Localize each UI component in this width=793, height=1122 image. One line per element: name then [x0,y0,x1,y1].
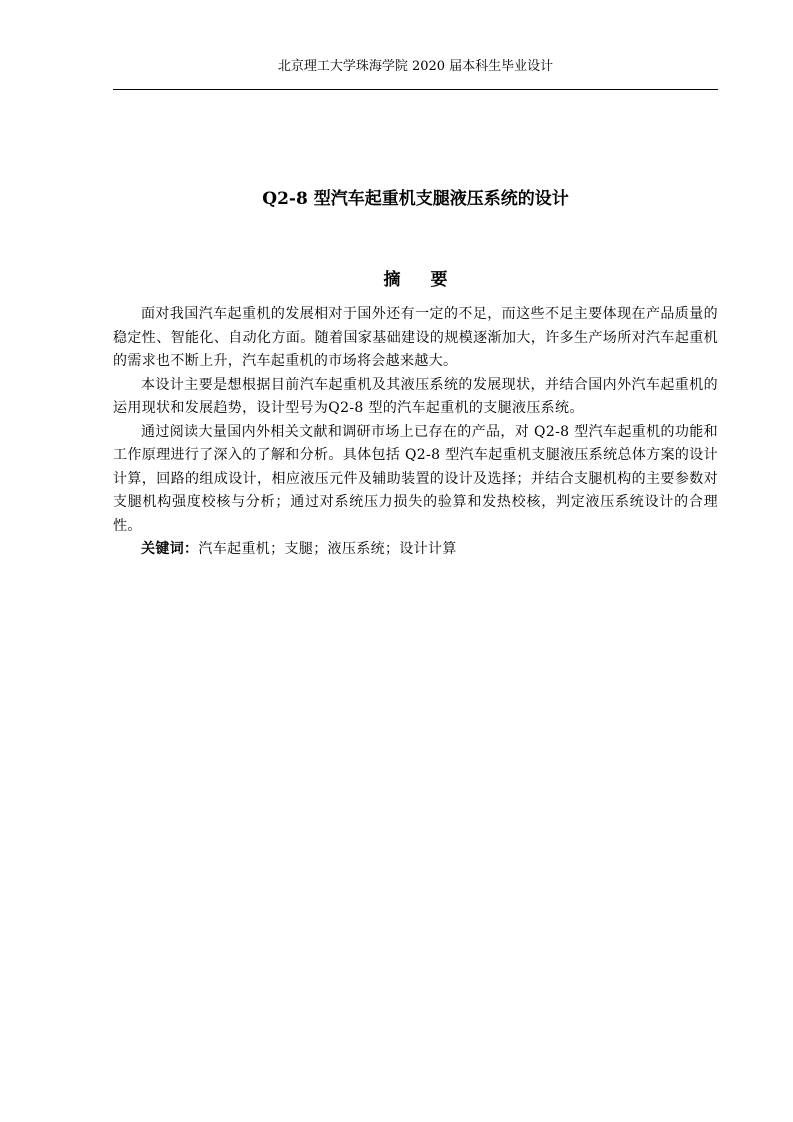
running-header: 北京理工大学珠海学院 2020 届本科生毕业设计 [277,59,554,74]
keywords-list: 汽车起重机；支腿；液压系统；设计计算 [198,541,457,557]
abstract-heading: 摘 要 [383,270,460,290]
abstract-paragraph: 通过阅读大量国内外相关文献和调研市场上已存在的产品，对 Q2-8 型汽车起重机的功能和工作原理进行了深入的了解和分析。具体包括 Q2-8 型汽车起重机支腿液压系统总体方案的设计计算，回路的组成设计，相应液压元件及辅助装置的设计及选择；并结合支腿机构的主要参数对支腿机构强度校核与分析；通过对系统压力损失的验算和发热校核，判定液压系统设计的合理性。 [113,423,718,534]
keywords-label: 关键词： [141,541,199,557]
document-title: Q2-8 型汽车起重机支腿液压系统的设计 [262,189,569,209]
keywords-line [113,538,718,562]
header-divider [113,89,718,90]
abstract-paragraph: 面对我国汽车起重机的发展相对于国外还有一定的不足，而这些不足主要体现在产品质量的稳定性、智能化、自动化方面。随着国家基础建设的规模逐渐加大，许多生产场所对汽车起重机的需求也不断上升，汽车起重机的市场将会越来越大。 [113,306,718,369]
abstract-paragraph: 本设计主要是想根据目前汽车起重机及其液压系统的发展现状，并结合国内外汽车起重机的运用现状和发展趋势，设计型号为Q2-8 型的汽车起重机的支腿液压系统。 [113,376,718,416]
abstract-body [113,303,718,562]
